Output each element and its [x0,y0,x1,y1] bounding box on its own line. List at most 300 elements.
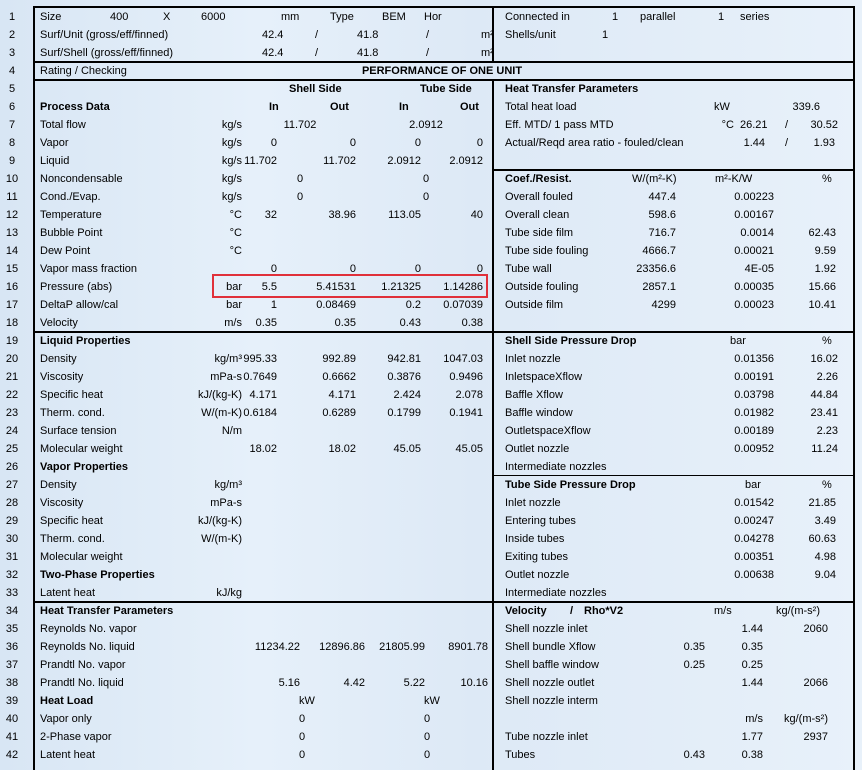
size-label: Size [40,11,62,23]
pct-header: % [822,335,832,347]
tube-value: 2.0912 [409,119,443,131]
value-cell: 1.14286 [443,281,483,293]
row-number: 13 [5,227,19,239]
dp-value: 0.03798 [734,389,774,401]
value-cell: 8901.78 [448,641,488,653]
value-cell [217,224,277,242]
value-cell: 0.6289 [322,407,356,419]
tube-value: 0 [422,191,430,203]
size-b: 6000 [201,11,226,23]
value-cell: 0.2 [405,299,421,311]
process-label: Temperature [40,209,102,221]
row-number: 11 [6,191,18,203]
vapor-label: Therm. cond. [40,533,105,545]
pct-value: 62.43 [808,227,836,239]
kw-unit: kW [424,695,440,707]
rho-value [770,746,828,764]
unit-label: kg/m³ [214,479,242,491]
htp-header-right: Heat Transfer Parameters [505,83,639,95]
tube-value: 0 [423,731,431,743]
unit-label: kJ/(kg-K) [198,389,242,401]
dp-value [710,458,774,476]
value-cell [361,242,421,260]
liquid-props-header: Liquid Properties [40,335,131,347]
liquid-label: Density [40,353,77,365]
vel-b: 0.38 [741,749,763,761]
dp-value: 0.01542 [734,497,774,509]
value-cell: 0 [414,137,421,149]
htp-label: Prandtl No. liquid [40,677,124,689]
bar-unit: bar [730,335,746,347]
dp-value: 0.00638 [734,569,774,581]
row-number: 19 [5,335,19,347]
row-number: 23 [5,407,19,419]
vel-b: 1.44 [741,623,763,635]
value-cell [296,422,356,440]
tsp-label: Entering tubes [505,515,576,527]
heat-load-label: 2-Phase vapor [40,731,112,743]
value-cell: 0.38 [461,317,483,329]
surf-shell-label: Surf/Shell (gross/eff/finned) [40,47,174,59]
dp-value: 0.00952 [734,443,774,455]
pct-value: 44.84 [810,389,838,401]
coef-label: Tube wall [505,263,552,275]
row-number: 17 [5,299,19,311]
rho-header: Rho*V2 [584,605,624,617]
size-unit: mm [281,11,300,23]
conn-ser: series [740,11,770,23]
unit-label: °C [229,245,242,257]
process-label: Vapor mass fraction [40,263,138,275]
slash: / [426,29,430,41]
value-cell: 18.02 [249,443,277,455]
value-cell: 0 [270,263,277,275]
area-ratio-label: Actual/Reqd area ratio - fouled/clean [505,137,684,149]
resist-value: 0.00035 [734,281,774,293]
value-cell [296,224,356,242]
dp-value: 0.04278 [734,533,774,545]
pct-value: 1.92 [814,263,836,275]
shell-side-header: Shell Side [289,83,342,95]
pct-value: 9.59 [814,245,836,257]
value-cell: 0 [270,137,277,149]
conn-par-n: 1 [612,11,619,23]
value-cell: 2.424 [393,389,421,401]
conn-ser-n: 1 [718,11,725,23]
tube-value: 0 [423,749,431,761]
dp-value: 0.00351 [734,551,774,563]
value-cell: 12896.86 [319,641,365,653]
slash: / [315,29,319,41]
ssp-header: Shell Side Pressure Drop [505,335,637,347]
unit-label: kg/m³ [214,353,242,365]
row-number: 3 [8,47,16,59]
row-number: 18 [5,317,19,329]
row-number: 12 [5,209,19,221]
row-number: 38 [5,677,19,689]
vel-a [660,692,705,710]
liquid-label: Therm. cond. [40,407,105,419]
row-number: 5 [8,83,16,95]
value-cell: 0 [476,137,483,149]
rho-value: 2937 [803,731,828,743]
mtd-unit: °C [721,119,734,131]
coef-label: Outside film [505,299,564,311]
coef-unit-1: W/(m²-K) [632,173,677,185]
type-label: Type [330,11,354,23]
vapor-props-header: Vapor Properties [40,461,129,473]
unit-label: bar [226,299,242,311]
pct-value [790,188,836,206]
liquid-label: Surface tension [40,425,117,437]
ssp-label: OutletspaceXflow [505,425,591,437]
border-top [33,6,855,8]
row-number: 7 [8,119,16,131]
value-cell [418,620,488,638]
value-cell: 1 [270,299,277,311]
value-cell: 0.9496 [449,371,483,383]
process-label: Noncondensable [40,173,123,185]
htp-label: Reynolds No. liquid [40,641,135,653]
vapor-label: Specific heat [40,515,103,527]
row-number: 25 [5,443,19,455]
row-number: 4 [8,65,16,77]
heat-load-label: Latent heat [40,749,96,761]
liquid-label: Viscosity [40,371,84,383]
row-number: 31 [5,551,19,563]
value-cell: 4.42 [343,677,365,689]
row-number: 22 [5,389,19,401]
shell-in: In [269,101,279,113]
value-cell [423,242,483,260]
pct-value [790,458,838,476]
row-number: 37 [5,659,19,671]
value-cell: 0.35 [255,317,277,329]
value-cell: 45.05 [455,443,483,455]
value-cell: 0 [349,263,356,275]
coef-value: 23356.6 [636,263,676,275]
rho-value [770,638,828,656]
coef-value: 447.4 [648,191,676,203]
slash: / [315,47,319,59]
kgms-unit: kg/(m-s²) [776,605,820,617]
vapor-label: Molecular weight [40,551,123,563]
dp-value: 0.01356 [734,353,774,365]
size-a: 400 [110,11,129,23]
ssp-label: Baffle Xflow [505,389,563,401]
vel-b: m/s [745,713,763,725]
pct-value: 4.98 [814,551,836,563]
shell-value: 0 [298,731,306,743]
divider-main [492,80,494,770]
dp-value: 0.01982 [734,407,774,419]
pct-value: 16.02 [810,353,838,365]
pct-value: 3.49 [814,515,836,527]
border-left [33,6,35,770]
mtd-b: 30.52 [810,119,838,131]
kw-unit: kW [299,695,315,707]
row-number: 28 [5,497,19,509]
size-x: X [163,11,171,23]
unit-label: kg/s [221,137,242,149]
value-cell: 2.0912 [387,155,421,167]
slash: / [570,605,574,617]
value-cell: 2.0912 [449,155,483,167]
rating-label: Rating / Checking [40,65,127,77]
row-number: 26 [5,461,19,473]
row-number: 36 [5,641,19,653]
value-cell [355,656,425,674]
pct-value: 2.26 [816,371,838,383]
value-cell: 21805.99 [379,641,425,653]
row-number: 1 [8,11,16,23]
coef-label: Outside fouling [505,281,579,293]
vel-a [660,674,705,692]
velocity-label: Shell nozzle interm [505,695,598,707]
value-cell [361,224,421,242]
vel-a [660,728,705,746]
htp-header-left: Heat Transfer Parameters [40,605,174,617]
dp-value [710,584,774,602]
tsp-label: Inside tubes [505,533,565,545]
surf-shell-a: 42.4 [262,47,284,59]
shell-value: 0 [296,173,304,185]
resist-value: 0.00223 [734,191,774,203]
liquid-label: Molecular weight [40,443,123,455]
value-cell: 11.702 [323,155,356,167]
coef-value: 2857.1 [642,281,676,293]
value-cell: 2.078 [455,389,483,401]
unit-label: mPa-s [210,371,242,383]
process-label: Vapor [40,137,69,149]
pct-value: 9.04 [814,569,836,581]
pct-value [790,584,836,602]
unit-label: kg/s [221,155,242,167]
value-cell: 113.05 [388,209,421,221]
dp-value: 0.00247 [734,515,774,527]
value-cell: 0 [414,263,421,275]
vel-b: 1.77 [741,731,763,743]
surf-unit-label: Surf/Unit (gross/eff/finned) [40,29,169,41]
value-cell: 5.5 [261,281,277,293]
row-number: 8 [8,137,16,149]
dp-value: 0.00191 [734,371,774,383]
dp-value: 0.00189 [734,425,774,437]
process-label: Velocity [40,317,78,329]
ssp-label: Inlet nozzle [505,353,561,365]
row-number: 14 [5,245,19,257]
value-cell: 45.05 [393,443,421,455]
value-cell: 4.171 [249,389,277,401]
two-phase-header: Two-Phase Properties [40,569,155,581]
perf-title: PERFORMANCE OF ONE UNIT [361,65,523,77]
m2-unit: m² [481,47,494,59]
ssp-label: Baffle window [505,407,573,419]
coef-value: 4666.7 [642,245,676,257]
surf-unit-b: 41.8 [357,29,379,41]
row-number: 9 [8,155,16,167]
shell-value: 11.702 [283,119,317,131]
vel-b: 0.35 [741,641,763,653]
coef-value: 4299 [651,299,676,311]
shells-label: Shells/unit [505,29,556,41]
process-label: DeltaP allow/cal [40,299,119,311]
row-number: 40 [5,713,19,725]
unit-label [172,548,242,566]
value-cell: 5.16 [278,677,300,689]
value-cell: 0.7649 [243,371,277,383]
row-number: 30 [5,533,19,545]
row-number: 32 [5,569,19,581]
area-a: 1.44 [743,137,765,149]
value-cell: 0.6662 [322,371,356,383]
total-heat-label: Total heat load [505,101,577,113]
pct-header: % [822,173,832,185]
velocity-label: Shell nozzle inlet [505,623,588,635]
row-number: 29 [5,515,19,527]
vel-b: 0.25 [741,659,763,671]
value-cell: 0 [476,263,483,275]
coef-value: 716.7 [648,227,676,239]
vel-a [660,710,705,728]
vapor-label: Density [40,479,77,491]
slash: / [785,137,789,149]
resist-value: 4E-05 [744,263,774,275]
value-cell: 0.6184 [243,407,277,419]
value-cell [418,656,488,674]
resist-value: 0.00021 [734,245,774,257]
coef-label: Tube side fouling [505,245,589,257]
coef-unit-2: m²-K/W [715,173,753,185]
shells-val: 1 [602,29,609,41]
tsp-label: Intermediate nozzles [505,587,607,599]
kw-unit: kW [714,101,730,113]
value-cell: 4.171 [328,389,356,401]
velocity-label: Shell bundle Xflow [505,641,596,653]
value-cell [296,242,356,260]
pct-value: 60.63 [808,533,836,545]
type-a: BEM [382,11,406,23]
value-cell: 5.41531 [316,281,356,293]
heat-load-label: Vapor only [40,713,92,725]
value-cell [361,422,421,440]
value-cell [423,422,483,440]
row-number: 20 [5,353,19,365]
shell-out: Out [330,101,349,113]
unit-label: °C [229,227,242,239]
process-label: Dew Point [40,245,91,257]
bar-unit: bar [745,479,761,491]
htp-label: Reynolds No. vapor [40,623,137,635]
rho-value: 2060 [803,623,828,635]
value-cell: 995.33 [243,353,277,365]
unit-label: kJ/(kg-K) [198,515,242,527]
coef-label: Tube side film [505,227,574,239]
unit-label: kg/s [221,191,242,203]
value-cell: 992.89 [322,353,356,365]
process-label: Total flow [40,119,86,131]
value-cell: 0.35 [334,317,356,329]
rho-value [770,656,828,674]
value-cell [230,620,300,638]
row-number: 34 [5,605,19,617]
unit-label: N/m [221,425,242,437]
value-cell: 1.21325 [381,281,421,293]
tube-out: Out [460,101,479,113]
area-b: 1.93 [813,137,835,149]
unit-label: kJ/kg [216,587,242,599]
mtd-label: Eff. MTD/ 1 pass MTD [505,119,614,131]
vapor-label: Viscosity [40,497,84,509]
ssp-label: Intermediate nozzles [505,461,607,473]
row-number: 35 [5,623,19,635]
row-number: 16 [5,281,19,293]
value-cell: 0.3876 [387,371,421,383]
value-cell: 0.1799 [387,407,421,419]
process-label: Pressure (abs) [40,281,113,293]
value-cell: 942.81 [387,353,421,365]
unit-label: kg/s [221,173,242,185]
value-cell: 0.08469 [316,299,356,311]
slash: / [785,119,789,131]
pct-value [790,206,836,224]
mtd-a: 26.21 [740,119,768,131]
rho-value [770,692,828,710]
latent-heat-label: Latent heat [40,587,96,599]
rho-value: 2066 [803,677,828,689]
value-cell: 1047.03 [443,353,483,365]
row-number: 2 [8,29,16,41]
pct-value: 23.41 [810,407,838,419]
coef-value: 598.6 [648,209,676,221]
value-cell: 0.07039 [443,299,483,311]
value-cell: 0.1941 [449,407,483,419]
conn-label: Connected in [505,11,570,23]
surf-unit-a: 42.4 [262,29,284,41]
tsp-label: Exiting tubes [505,551,568,563]
vel-b: 1.44 [741,677,763,689]
tube-side-header: Tube Side [420,83,472,95]
tsp-label: Inlet nozzle [505,497,561,509]
ssp-label: InletspaceXflow [505,371,583,383]
velocity-label: Shell baffle window [505,659,599,671]
row-number: 27 [5,479,19,491]
velocity-label: Shell nozzle outlet [505,677,595,689]
value-cell: 40 [470,209,483,221]
shell-value: 0 [296,191,304,203]
total-heat-value: 339.6 [792,101,820,113]
unit-label: W/(m-K) [201,407,242,419]
vel-a [660,620,705,638]
border-right [853,6,855,770]
row-number: 39 [5,695,19,707]
liquid-label: Specific heat [40,389,103,401]
htp-label: Prandtl No. vapor [40,659,126,671]
coef-header: Coef./Resist. [505,173,572,185]
row-number: 41 [5,731,19,743]
row-number: 21 [5,371,19,383]
velocity-header: Velocity [505,605,547,617]
row-number: 15 [5,263,19,275]
resist-value: 0.0014 [740,227,774,239]
value-cell: 11.702 [244,155,277,167]
pct-value: 11.24 [811,443,838,455]
type-b: Hor [424,11,442,23]
unit-label: kg/s [221,119,242,131]
value-cell: 0.43 [399,317,421,329]
ssp-label: Outlet nozzle [505,443,570,455]
surf-shell-b: 41.8 [357,47,379,59]
